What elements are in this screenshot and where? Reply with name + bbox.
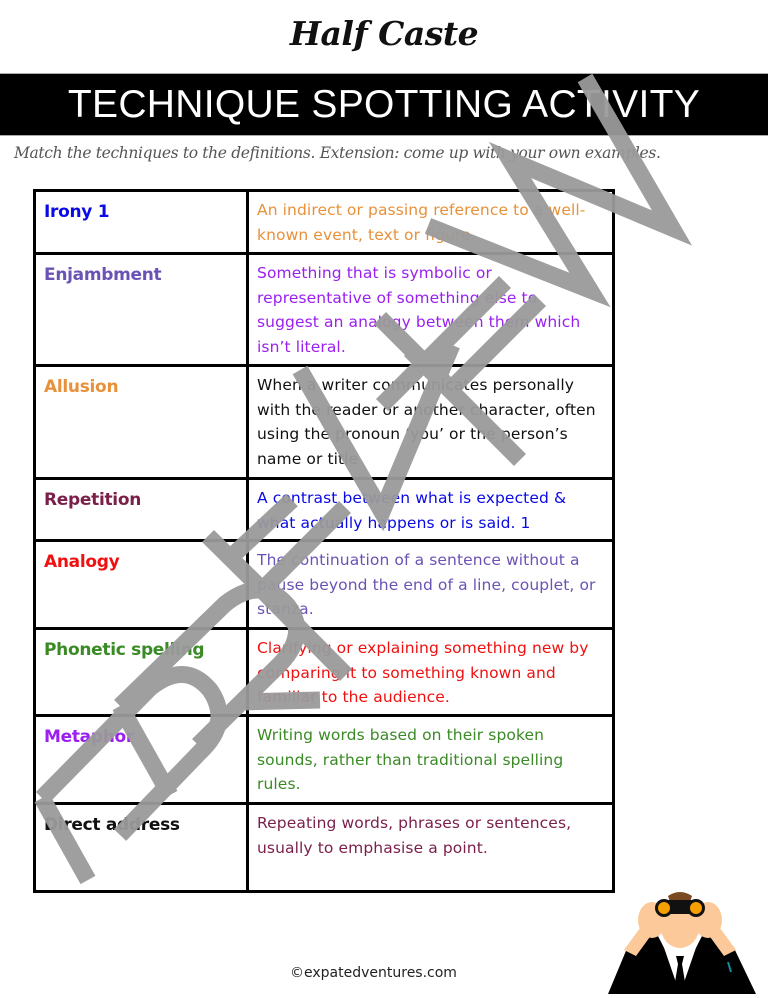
banner-title: TECHNIQUE SPOTTING ACTIVITY — [67, 82, 701, 126]
table-row — [35, 804, 614, 892]
definition-cell: Something that is symbolic or representative of something else to suggest an analogy between them which isn’t literal. — [248, 254, 614, 366]
term-cell: Repetition — [35, 479, 248, 541]
term-cell: Allusion — [35, 366, 248, 479]
table-row — [35, 366, 614, 479]
activity-banner — [0, 73, 768, 136]
definition-cell: The continuation of a sentence without a pause beyond the end of a line, couplet, or stanza. — [248, 541, 614, 629]
technique-table — [33, 189, 615, 893]
term-cell: Direct address — [35, 804, 248, 892]
table-row — [35, 541, 614, 629]
poem-title: Half Caste — [289, 14, 479, 53]
table-row — [35, 716, 614, 804]
instructions: Match the techniques to the definitions. Extension: come up with your own examples. — [14, 144, 661, 162]
term-cell: Enjambment — [35, 254, 248, 366]
term-cell: Analogy — [35, 541, 248, 629]
table-row — [35, 629, 614, 716]
term-cell: Phonetic spelling — [35, 629, 248, 716]
definition-cell: An indirect or passing reference to a well-known event, text or figure. — [248, 191, 614, 254]
definition-cell: A contrast between what is expected & what actually happens or is said. 1 — [248, 479, 614, 541]
table-row — [35, 479, 614, 541]
definition-cell: Clarifying or explaining something new by comparing it to something known and familiar to the audience. — [248, 629, 614, 716]
term-cell: Irony 1 — [35, 191, 248, 254]
definition-cell: When a writer communicates personally with the reader or another character, often using the pronoun ‘you’ or the person’s name or title — [248, 366, 614, 479]
definition-cell: Repeating words, phrases or sentences, usually to emphasise a point. — [248, 804, 614, 892]
table-row — [35, 254, 614, 366]
table-row — [35, 191, 614, 254]
definition-cell: Writing words based on their spoken sounds, rather than traditional spelling rules. — [248, 716, 614, 804]
copyright-text: ©expatedventures.com — [290, 965, 457, 981]
man-with-binoculars-icon — [588, 884, 768, 994]
term-cell: Metaphor — [35, 716, 248, 804]
